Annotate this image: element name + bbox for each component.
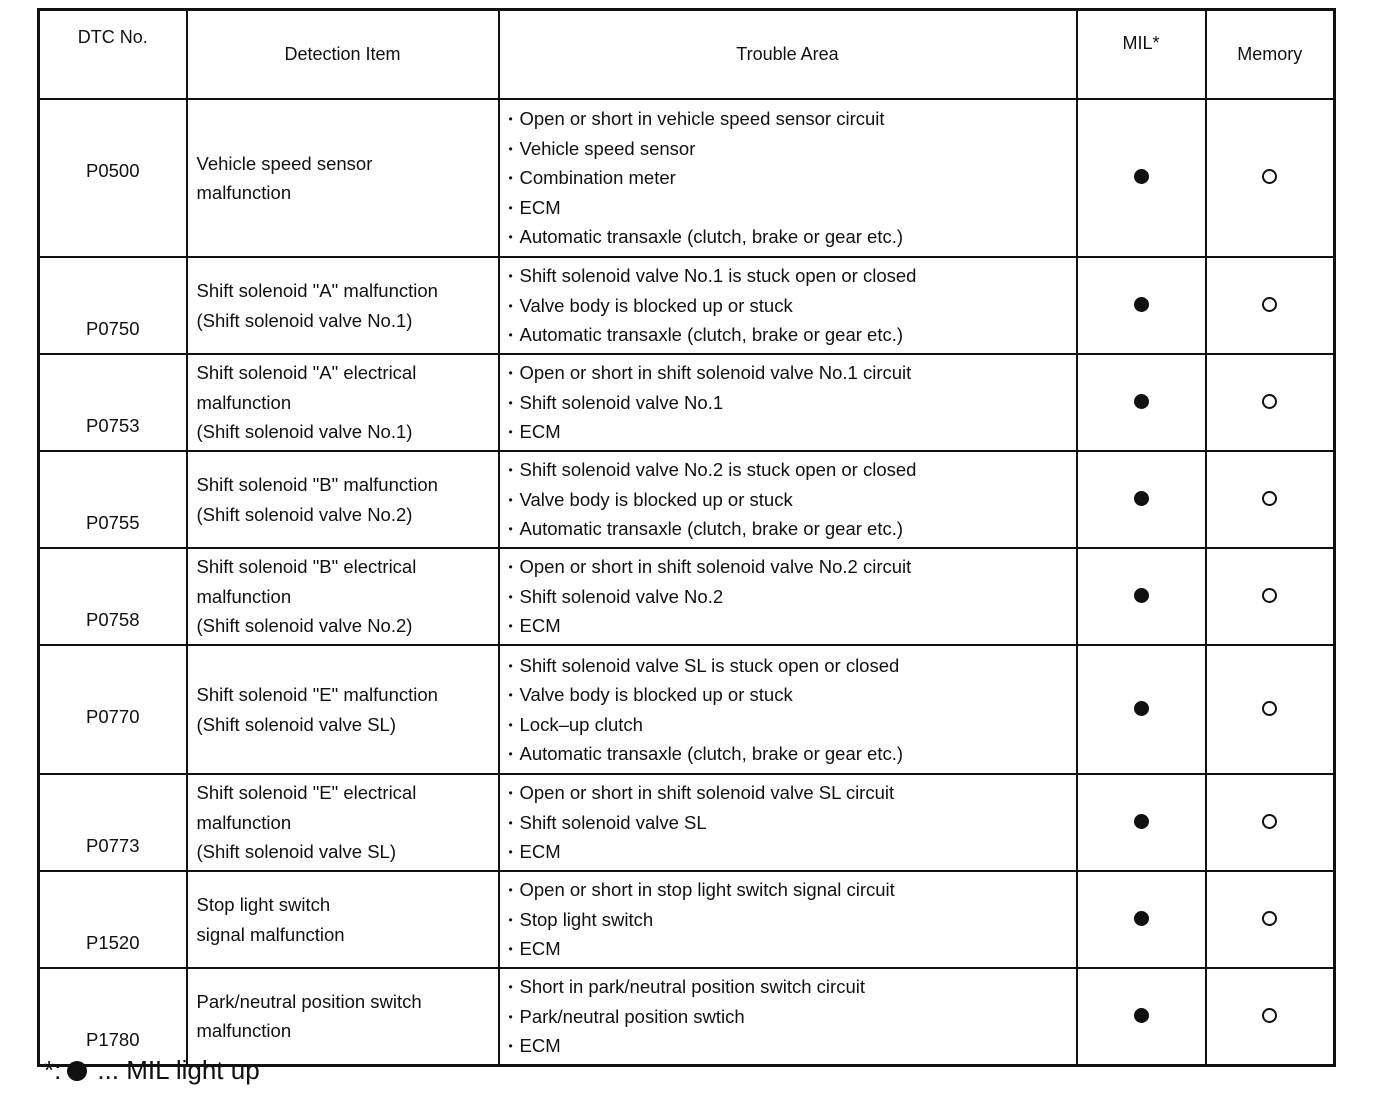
bullet-icon: • xyxy=(508,845,513,860)
filled-circle-icon xyxy=(1134,394,1149,409)
detection-item-line: Shift solenoid "B" electrical xyxy=(196,556,417,578)
trouble-area-item xyxy=(509,837,1070,867)
trouble-area-text: Park/neutral position swtich xyxy=(519,1005,745,1027)
detection-item-line: Vehicle speed sensor xyxy=(196,152,373,174)
memory-cell xyxy=(1206,451,1335,548)
header-detection-item: Detection Item xyxy=(187,10,499,100)
trouble-area-text: Shift solenoid valve No.1 is stuck open or closed xyxy=(519,265,917,287)
detection-item-line: (Shift solenoid valve No.2) xyxy=(196,615,413,637)
header-mil: MIL* xyxy=(1077,10,1206,100)
bullet-icon: • xyxy=(508,747,513,761)
dtc-code-cell: P0750 xyxy=(39,257,187,354)
empty-circle-icon xyxy=(1262,394,1277,409)
table-row xyxy=(39,968,1335,1065)
detection-item-cell xyxy=(187,257,499,354)
detection-item-cell xyxy=(187,645,499,774)
bullet-icon: • xyxy=(508,658,513,673)
detection-item-line: Shift solenoid "E" electrical xyxy=(196,782,417,804)
trouble-area-text: ECM xyxy=(519,196,561,218)
trouble-area-item xyxy=(509,680,1070,710)
trouble-area-text: Shift solenoid valve SL is stuck open or closed xyxy=(519,654,900,676)
filled-circle-icon xyxy=(1134,1008,1149,1023)
bullet-icon: • xyxy=(508,366,513,381)
filled-circle-icon xyxy=(1134,169,1149,184)
detection-item-cell xyxy=(187,354,499,451)
trouble-area-item xyxy=(509,163,1070,193)
empty-circle-icon xyxy=(1262,297,1277,312)
bullet-icon: • xyxy=(508,883,513,898)
dtc-code-cell: P1780 xyxy=(39,968,187,1065)
table-row xyxy=(39,645,1335,774)
empty-circle-icon xyxy=(1262,588,1277,603)
trouble-area-text: Valve body is blocked up or stuck xyxy=(519,294,793,316)
trouble-area-cell xyxy=(499,257,1077,354)
trouble-area-item xyxy=(509,710,1070,740)
trouble-area-cell xyxy=(499,645,1077,774)
detection-item-line: Park/neutral position switch xyxy=(196,990,422,1012)
mil-cell xyxy=(1077,871,1206,968)
trouble-area-item xyxy=(509,1031,1070,1061)
dtc-code-cell: P0753 xyxy=(39,354,187,451)
detection-item-line: Shift solenoid "A" electrical xyxy=(196,362,417,384)
trouble-area-cell xyxy=(499,451,1077,548)
detection-item-line: Shift solenoid "A" malfunction xyxy=(196,280,438,301)
filled-circle-icon xyxy=(1134,911,1149,926)
trouble-area-item xyxy=(509,485,1070,515)
detection-item-line: malfunction xyxy=(196,811,292,833)
dtc-code-cell: P0770 xyxy=(39,645,187,774)
detection-item-line: (Shift solenoid valve SL) xyxy=(196,841,396,863)
empty-circle-icon xyxy=(1262,911,1277,926)
trouble-area-item xyxy=(509,808,1070,838)
trouble-area-item xyxy=(509,104,1070,134)
mil-cell xyxy=(1077,548,1206,645)
bullet-icon: • xyxy=(508,200,513,215)
trouble-area-text: Automatic transaxle (clutch, brake or gear etc.) xyxy=(519,518,904,540)
footnote xyxy=(44,1055,260,1086)
trouble-area-item xyxy=(509,455,1070,485)
trouble-area-cell xyxy=(499,968,1077,1065)
filled-circle-icon xyxy=(1134,297,1149,312)
memory-cell xyxy=(1206,645,1335,774)
table-row xyxy=(39,871,1335,968)
trouble-area-text: ECM xyxy=(519,615,561,637)
bullet-icon: • xyxy=(508,425,513,440)
trouble-area-item xyxy=(509,972,1070,1002)
memory-cell xyxy=(1206,774,1335,871)
dtc-code-cell: P0500 xyxy=(39,99,187,257)
bullet-icon: • xyxy=(508,492,513,507)
trouble-area-text: Combination meter xyxy=(519,167,676,189)
trouble-area-item xyxy=(509,611,1070,641)
empty-circle-icon xyxy=(1262,814,1277,829)
detection-item-line: (Shift solenoid valve No.2) xyxy=(196,503,413,525)
empty-circle-icon xyxy=(1262,169,1277,184)
bullet-icon: • xyxy=(508,912,513,927)
trouble-area-item xyxy=(509,934,1070,964)
mil-cell xyxy=(1077,968,1206,1065)
trouble-area-text: Vehicle speed sensor xyxy=(519,137,696,159)
bullet-icon: • xyxy=(508,980,513,994)
detection-item-cell xyxy=(187,774,499,871)
filled-circle-icon xyxy=(1134,588,1149,603)
mil-cell xyxy=(1077,451,1206,548)
trouble-area-cell xyxy=(499,354,1077,451)
trouble-area-item xyxy=(509,320,1070,350)
trouble-area-item xyxy=(509,552,1070,582)
bullet-icon: • xyxy=(508,298,513,313)
table-row xyxy=(39,257,1335,354)
trouble-area-item xyxy=(509,875,1070,905)
memory-cell xyxy=(1206,354,1335,451)
detection-item-line: Shift solenoid "B" malfunction xyxy=(196,474,438,495)
header-memory: Memory xyxy=(1206,10,1335,100)
trouble-area-item xyxy=(509,291,1070,321)
trouble-area-text: Shift solenoid valve No.1 xyxy=(519,391,724,413)
trouble-area-text: Valve body is blocked up or stuck xyxy=(519,684,793,705)
memory-cell xyxy=(1206,548,1335,645)
bullet-icon: • xyxy=(508,815,513,830)
bullet-icon: • xyxy=(508,112,513,127)
empty-circle-icon xyxy=(1262,491,1277,506)
bullet-icon: • xyxy=(508,141,513,156)
table-row xyxy=(39,99,1335,257)
trouble-area-item xyxy=(509,222,1070,252)
dtc-code-cell: P0758 xyxy=(39,548,187,645)
trouble-area-text: ECM xyxy=(519,1035,561,1056)
memory-cell xyxy=(1206,257,1335,354)
filled-circle-icon xyxy=(1134,814,1149,829)
trouble-area-text: Stop light switch xyxy=(519,908,654,930)
detection-item-cell xyxy=(187,548,499,645)
detection-item-line: malfunction xyxy=(196,585,292,607)
detection-item-line: signal malfunction xyxy=(196,923,345,945)
trouble-area-text: Open or short in vehicle speed sensor circuit xyxy=(519,108,885,130)
trouble-area-text: Open or short in shift solenoid valve No.2 circuit xyxy=(519,556,912,578)
trouble-area-text: Lock–up clutch xyxy=(519,713,643,735)
detection-item-line: malfunction xyxy=(196,182,292,203)
bullet-icon: • xyxy=(508,688,513,702)
trouble-area-text: Short in park/neutral position switch circuit xyxy=(519,976,865,997)
trouble-area-cell xyxy=(499,871,1077,968)
footnote-prefix: *: xyxy=(44,1055,62,1085)
trouble-area-item xyxy=(509,582,1070,612)
trouble-area-text: ECM xyxy=(519,421,561,443)
detection-item-line: (Shift solenoid valve No.1) xyxy=(196,421,413,443)
detection-item-line: malfunction xyxy=(196,391,292,413)
trouble-area-item xyxy=(509,417,1070,447)
trouble-area-text: Automatic transaxle (clutch, brake or gear etc.) xyxy=(519,226,904,248)
dtc-code-cell: P0773 xyxy=(39,774,187,871)
trouble-area-item xyxy=(509,739,1070,769)
header-trouble-area: Trouble Area xyxy=(499,10,1077,100)
detection-item-line: Shift solenoid "E" malfunction xyxy=(196,684,438,705)
trouble-area-text: Shift solenoid valve No.2 is stuck open or closed xyxy=(519,459,917,481)
memory-cell xyxy=(1206,99,1335,257)
trouble-area-item xyxy=(509,1002,1070,1032)
bullet-icon: • xyxy=(508,328,513,343)
detection-item-cell xyxy=(187,99,499,257)
detection-item-line: (Shift solenoid valve No.1) xyxy=(196,309,413,331)
trouble-area-item xyxy=(509,193,1070,223)
bullet-icon: • xyxy=(508,522,513,537)
trouble-area-item xyxy=(509,514,1070,544)
table-row xyxy=(39,548,1335,645)
filled-circle-icon xyxy=(67,1061,87,1081)
trouble-area-item xyxy=(509,134,1070,164)
mil-cell xyxy=(1077,257,1206,354)
dtc-code-cell: P0755 xyxy=(39,451,187,548)
bullet-icon: • xyxy=(508,1039,513,1053)
bullet-icon: • xyxy=(508,269,513,284)
dtc-table xyxy=(37,8,1336,1067)
table-row xyxy=(39,774,1335,871)
detection-item-cell xyxy=(187,968,499,1065)
trouble-area-text: Open or short in shift solenoid valve No.1 circuit xyxy=(519,362,912,384)
detection-item-cell xyxy=(187,871,499,968)
footnote-text: ... MIL light up xyxy=(97,1055,260,1085)
bullet-icon: • xyxy=(508,942,513,957)
empty-circle-icon xyxy=(1262,701,1277,716)
mil-cell xyxy=(1077,99,1206,257)
detection-item-line: (Shift solenoid valve SL) xyxy=(196,713,396,735)
bullet-icon: • xyxy=(508,171,513,186)
memory-cell xyxy=(1206,871,1335,968)
trouble-area-text: Shift solenoid valve SL xyxy=(519,811,707,833)
trouble-area-text: ECM xyxy=(519,938,561,960)
bullet-icon: • xyxy=(508,589,513,604)
bullet-icon: • xyxy=(508,786,513,801)
trouble-area-text: Automatic transaxle (clutch, brake or gear etc.) xyxy=(519,743,904,764)
bullet-icon: • xyxy=(508,230,513,245)
bullet-icon: • xyxy=(508,717,513,732)
bullet-icon: • xyxy=(508,463,513,478)
table-row xyxy=(39,451,1335,548)
detection-item-line: malfunction xyxy=(196,1020,292,1042)
trouble-area-item xyxy=(509,261,1070,291)
dtc-table-container xyxy=(37,8,1333,1067)
memory-cell xyxy=(1206,968,1335,1065)
detection-item-line: Stop light switch xyxy=(196,894,331,915)
trouble-area-item xyxy=(509,358,1070,388)
bullet-icon: • xyxy=(508,1009,513,1024)
header-row xyxy=(39,10,1335,100)
trouble-area-item xyxy=(509,778,1070,808)
trouble-area-cell xyxy=(499,774,1077,871)
trouble-area-item xyxy=(509,651,1070,681)
bullet-icon: • xyxy=(508,619,513,634)
bullet-icon: • xyxy=(508,560,513,575)
trouble-area-cell xyxy=(499,548,1077,645)
header-dtc-no: DTC No. xyxy=(39,10,187,100)
bullet-icon: • xyxy=(508,395,513,410)
filled-circle-icon xyxy=(1134,701,1149,716)
mil-cell xyxy=(1077,774,1206,871)
trouble-area-text: Open or short in shift solenoid valve SL circuit xyxy=(519,782,895,804)
detection-item-cell xyxy=(187,451,499,548)
trouble-area-text: Shift solenoid valve No.2 xyxy=(519,585,724,607)
table-row xyxy=(39,354,1335,451)
trouble-area-item xyxy=(509,388,1070,418)
empty-circle-icon xyxy=(1262,1008,1277,1023)
dtc-code-cell: P1520 xyxy=(39,871,187,968)
trouble-area-text: ECM xyxy=(519,841,561,863)
trouble-area-text: Automatic transaxle (clutch, brake or gear etc.) xyxy=(519,324,904,346)
trouble-area-text: Open or short in stop light switch signal circuit xyxy=(519,879,895,901)
filled-circle-icon xyxy=(1134,491,1149,506)
mil-cell xyxy=(1077,354,1206,451)
trouble-area-cell xyxy=(499,99,1077,257)
mil-cell xyxy=(1077,645,1206,774)
trouble-area-item xyxy=(509,905,1070,935)
trouble-area-text: Valve body is blocked up or stuck xyxy=(519,488,793,510)
